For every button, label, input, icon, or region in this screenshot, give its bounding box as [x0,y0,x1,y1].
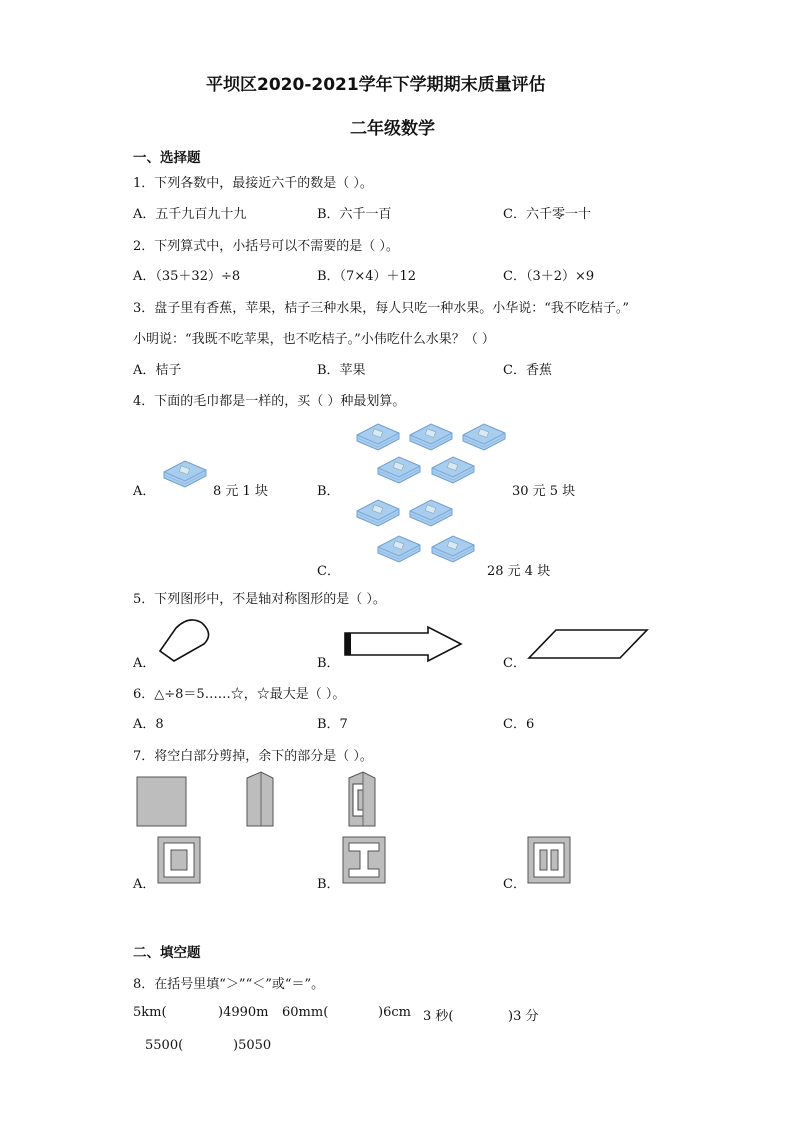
q6-option-c: C．6 [503,717,535,732]
bullet-shape-figure [157,617,213,663]
q1-option-a: A．五千九百九十九 [133,207,247,222]
q2-option-b: B．（7×4）＋12 [317,269,417,284]
q6-option-b: B．7 [317,717,348,732]
towel-icon [408,497,454,527]
towel-icon [355,421,401,451]
question-4-stem: 4．下面的毛巾都是一样的，买（ ）种最划算。 [133,394,406,409]
q8-item-3-left: 3 秒( [423,1009,454,1024]
q1-option-b: B．六千一百 [317,207,392,222]
q8-item-1-right: )4990m [218,1005,269,1020]
q8-item-4-right: )5050 [233,1038,272,1053]
q3-option-b: B．苹果 [317,363,366,378]
question-5-stem: 5．下列图形中，不是轴对称图形的是（ ）。 [133,592,386,607]
q7-option-a-figure [157,836,201,884]
q8-item-4-left: 5500( [145,1038,184,1053]
q3-option-a: A．桔子 [133,363,182,378]
question-7-stem: 7．将空白部分剪掉，余下的部分是（ ）。 [133,749,373,764]
section-heading-fill-blank: 二、填空题 [133,945,201,961]
q2-option-c: C．（3＋2）×9 [503,269,595,284]
q7-option-c-label: C． [503,877,526,892]
q4-option-c-price: 28 元 4 块 [487,564,551,579]
page-subtitle: 二年级数学 [350,119,435,139]
q7-option-b-figure [342,836,386,884]
q5-option-b-label: B． [317,656,340,671]
towel-icon [162,458,208,488]
q4-option-b-label: B． [317,484,340,499]
question-6-stem: 6．△÷8＝5……☆，☆最大是（ ）。 [133,687,346,702]
question-8-stem: 8．在括号里填“＞”“＜”或“＝”。 [133,977,325,992]
q4-option-a-label: A． [133,484,156,499]
q5-option-c-label: C． [503,656,526,671]
towel-icon [430,533,476,563]
towel-icon [408,421,454,451]
q4-option-c-label: C． [317,564,340,579]
q4-option-a-price: 8 元 1 块 [213,484,268,499]
q5-option-a-label: A． [133,656,156,671]
arrow-figure [343,625,465,665]
question-1-stem: 1．下列各数中，最接近六千的数是（ ）。 [133,176,373,191]
q8-item-3-right: )3 分 [508,1009,539,1024]
towel-icon [376,454,422,484]
question-3-stem-line1: 3．盘子里有香蕉，苹果，桔子三种水果，每人只吃一种水果。小华说：“我不吃桔子。” [133,301,630,316]
q8-item-2-right: )6cm [378,1005,411,1020]
q7-option-c-figure [527,836,571,884]
question-2-stem: 2．下列算式中，小括号可以不需要的是（ ）。 [133,239,399,254]
q7-option-a-label: A． [133,877,156,892]
folded-paper-figure [245,770,275,828]
q8-item-1-left: 5km( [133,1005,167,1020]
question-3-stem-line2: 小明说：“我既不吃苹果，也不吃桔子。”小伟吃什么水果？（ ） [133,332,495,347]
q8-item-2-left: 60mm( [282,1005,329,1020]
gray-paper-square-figure [136,776,188,828]
page-title: 平坝区2020-2021学年下学期期末质量评估 [206,75,546,95]
q1-option-c: C．六千零一十 [503,207,591,222]
towel-icon [355,497,401,527]
section-heading-choice: 一、选择题 [133,150,201,166]
q6-option-a: A．8 [133,717,164,732]
q2-option-a: A．（35＋32）÷8 [133,269,241,284]
q3-option-c: C．香蕉 [503,363,552,378]
folded-paper-cut-figure [347,770,377,828]
q4-option-b-price: 30 元 5 块 [512,484,576,499]
towel-icon [461,421,507,451]
q7-option-b-label: B． [317,877,340,892]
towel-icon [376,533,422,563]
towel-icon [430,454,476,484]
parallelogram-figure [526,627,650,661]
